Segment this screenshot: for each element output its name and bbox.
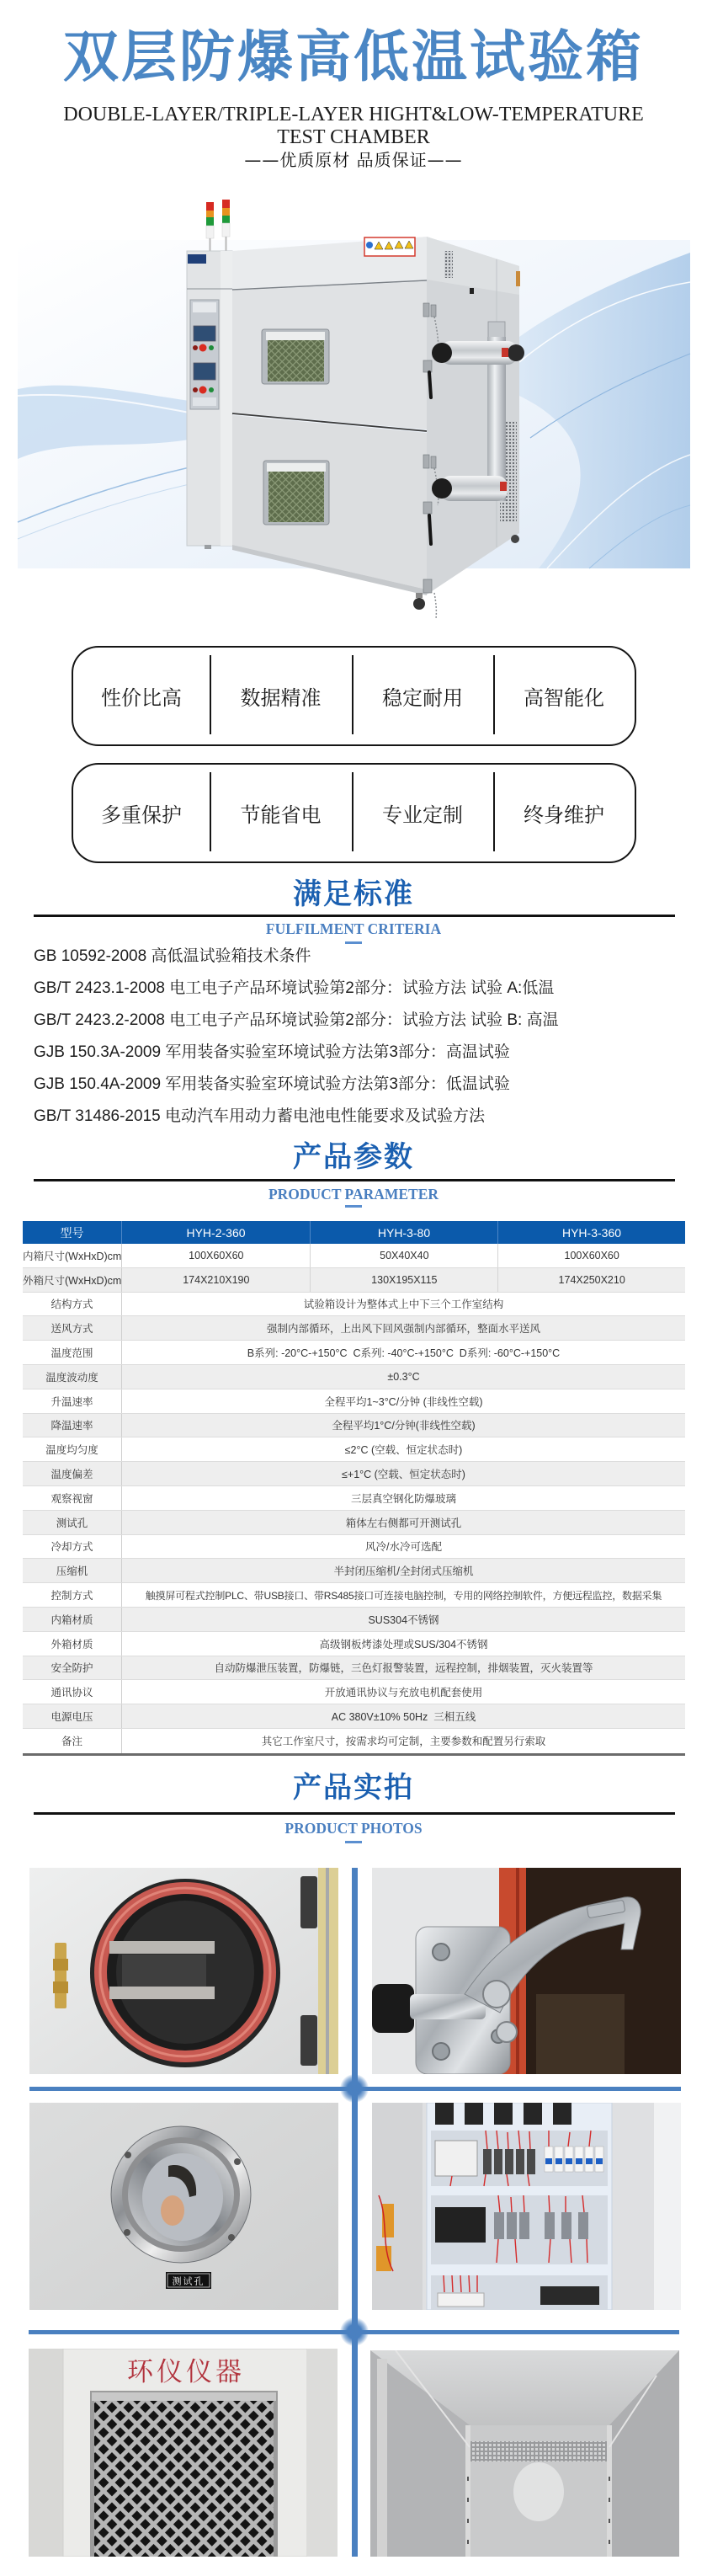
stainless-interior-illustration [370, 2350, 679, 2557]
row-value: 174X210X190 [122, 1268, 311, 1292]
header-hyh-3-80: HYH-3-80 [311, 1221, 498, 1244]
standard-item: GJB 150.4A-2009 军用装备实验室环境试验方法第3部分：低温试验 [34, 1075, 510, 1093]
feature-multi-protection: 多重保护 [101, 803, 182, 827]
row-value: 全程平均1°C/分钟(非线性空载) [332, 1420, 476, 1432]
row-value: 三层真空钢化防爆玻璃 [350, 1492, 456, 1505]
slogan: ——优质原材 品质保证—— [244, 150, 463, 170]
row-value: 强制内部循环，上出风下回风强制内部循环，整面水平送风 [266, 1323, 540, 1336]
test-port-label-plate [166, 2272, 211, 2289]
table-row [23, 1535, 685, 1560]
feature-energy-saving: 节能省电 [210, 765, 352, 861]
door-latch-illustration [372, 1868, 681, 2074]
row-label: 安全防护 [23, 1656, 122, 1680]
row-label: 冷却方式 [23, 1535, 122, 1559]
parameter-table [23, 1221, 685, 1753]
row-value: 100X60X60 [122, 1244, 311, 1267]
row-value: 开放通讯协议与充放电机配套使用 [324, 1687, 483, 1699]
standard-item: GB/T 31486-2015 电动汽车用动力蓄电池电性能要求及试验方法 [34, 1107, 485, 1125]
table-header-row [23, 1221, 685, 1244]
row-label: 温度偏差 [23, 1462, 122, 1485]
standard-item: GB 10592-2008 高低温试验箱技术条件 [34, 947, 311, 965]
photo-test-port [29, 2103, 338, 2310]
feature-accurate-data: 数据精准 [210, 648, 352, 744]
table-row [23, 1729, 685, 1753]
header-hyh-3-360: HYH-3-360 [561, 1225, 622, 1240]
standard-item: GB/T 2423.2-2008 电工电子产品环境试验第2部分：试验方法 试验 B: 高温 [34, 1011, 559, 1029]
table-row [23, 1632, 685, 1656]
row-label: 温度均匀度 [23, 1437, 122, 1461]
feature-intelligent: 高智能化 [493, 648, 635, 744]
photos-divider [34, 1812, 675, 1815]
table-row [23, 1462, 685, 1486]
brand-logo-icon [188, 254, 206, 264]
row-value: 130X195X115 [311, 1268, 498, 1292]
table-row [23, 1511, 685, 1535]
row-label: 温度范围 [23, 1341, 122, 1364]
door-handle-lower [429, 515, 431, 544]
door-brand-text: 环仪仪器 [127, 2357, 245, 2387]
table-bottom-border [23, 1753, 685, 1756]
row-label: 观察视窗 [23, 1486, 122, 1510]
row-label: 控制方式 [23, 1583, 122, 1607]
photo-stainless-interior [370, 2350, 679, 2557]
row-label: 外箱材质 [23, 1632, 122, 1656]
table-row [23, 1704, 685, 1729]
photo-door-latch [372, 1868, 681, 2074]
table-row [23, 1559, 685, 1583]
row-value: 其它工作室尺寸，按需求均可定制，主要参数和配置另行索取 [261, 1736, 546, 1748]
feature-stable-durable: 稳定耐用 [352, 648, 493, 744]
photo-door-window [29, 2349, 338, 2557]
porthole-illustration [29, 1868, 338, 2074]
table-row [23, 1680, 685, 1704]
door-window-illustration [29, 2349, 338, 2557]
row-label: 通讯协议 [23, 1680, 122, 1704]
standards-divider [34, 915, 675, 917]
photos-accent-dash [345, 1841, 362, 1843]
feature-cost-effective: 性价比高 [101, 686, 182, 710]
table-row [23, 1414, 685, 1438]
door-handle-upper [429, 372, 431, 397]
photo-grid-vertical-divider [352, 1868, 358, 2557]
row-label: 外箱尺寸(WxHxD)cm [23, 1268, 122, 1292]
table-row [23, 1341, 685, 1365]
row-value: 高级钢板烤漆处理或SUS/304不锈钢 [319, 1638, 488, 1651]
row-value: 174X250X210 [558, 1273, 625, 1286]
parameters-heading: 产品参数 [293, 1140, 414, 1174]
row-value: 试验箱设计为整体式上中下三个工作室结构 [303, 1299, 504, 1311]
features-box-row-1 [72, 646, 636, 746]
standard-item: GJB 150.3A-2009 军用装备实验室环境试验方法第3部分：高温试验 [34, 1043, 510, 1061]
row-label: 结构方式 [23, 1293, 122, 1316]
row-value: 100X60X60 [564, 1249, 619, 1261]
test-port-illustration [29, 2103, 338, 2310]
row-value: ≤2°C (空载、恒定状态时) [344, 1444, 463, 1457]
english-subtitle-line-2: TEST CHAMBER [277, 126, 430, 148]
electrical-cabinet-illustration [372, 2103, 681, 2310]
table-row [23, 1268, 685, 1293]
hero-product-image [0, 177, 707, 632]
row-label: 内箱尺寸(WxHxD)cm [23, 1244, 122, 1267]
row-value: 全程平均1~3°C/分钟 (非线性空载) [324, 1395, 483, 1408]
parameters-heading-en: PRODUCT PARAMETER [268, 1186, 439, 1203]
table-row [23, 1437, 685, 1462]
row-value: ±0.3°C [387, 1370, 420, 1383]
row-value: 半封闭压缩机/全封闭式压缩机 [333, 1565, 474, 1578]
header-hyh-2-360: HYH-2-360 [122, 1221, 311, 1244]
parameters-divider [34, 1179, 675, 1181]
page-title: 双层防爆高低温试验箱 [63, 24, 644, 89]
standard-item: GB/T 2423.1-2008 电工电子产品环境试验第2部分：试验方法 试验 A:低温 [34, 979, 555, 997]
table-row [23, 1316, 685, 1341]
row-value: AC 380V±10% 50Hz 三相五线 [331, 1711, 476, 1724]
feature-lifetime-maintenance: 终身维护 [493, 765, 635, 861]
divider-glow-icon [340, 2317, 369, 2346]
row-label: 内箱材质 [23, 1608, 122, 1631]
row-label: 电源电压 [23, 1704, 122, 1728]
row-label: 备注 [23, 1729, 122, 1753]
row-value: 自动防爆泄压装置，防爆链，三色灯报警装置，远程控制，排烟装置，灭火装置等 [214, 1662, 593, 1675]
warning-labels-icon [364, 237, 415, 256]
row-value: SUS304不锈钢 [368, 1613, 439, 1626]
row-value: ≤+1°C (空载、恒定状态时) [342, 1469, 465, 1481]
row-label: 压缩机 [23, 1559, 122, 1582]
table-row [23, 1608, 685, 1632]
table-row [23, 1244, 685, 1268]
row-label: 送风方式 [23, 1316, 122, 1340]
row-label: 测试孔 [23, 1511, 122, 1534]
parameters-accent-dash [345, 1205, 362, 1208]
english-subtitle-line-1: DOUBLE-LAYER/TRIPLE-LAYER HIGHT&LOW-TEMPERATURE [63, 104, 644, 125]
table-row [23, 1486, 685, 1511]
test-port-label: 测试孔 [172, 2275, 205, 2287]
row-value: 箱体左右侧都可开测试孔 [345, 1517, 462, 1529]
header-model: 型号 [23, 1221, 122, 1244]
row-value: B系列: -20°C-+150°C C系列: -40°C-+150°C D系列: -60°C-+150°C [247, 1347, 561, 1360]
table-row [23, 1583, 685, 1608]
table-row [23, 1389, 685, 1414]
feature-customization: 专业定制 [352, 765, 493, 861]
photo-porthole [29, 1868, 338, 2074]
row-label: 升温速率 [23, 1389, 122, 1413]
standards-heading-en: FULFILMENT CRITERIA [265, 920, 442, 937]
table-row [23, 1293, 685, 1317]
photos-heading-en: PRODUCT PHOTOS [284, 1820, 423, 1837]
row-label: 温度波动度 [23, 1365, 122, 1389]
divider-glow-icon [340, 2074, 369, 2103]
photos-heading: 产品实拍 [293, 1771, 414, 1805]
row-value: 50X40X40 [311, 1244, 498, 1267]
standards-heading: 满足标准 [293, 877, 414, 911]
features-box-row-2 [72, 763, 636, 863]
table-row [23, 1656, 685, 1681]
row-value: 风冷/水冷可选配 [365, 1541, 442, 1554]
row-label: 降温速率 [23, 1414, 122, 1437]
row-value: 触摸屏可程式控制PLC、带USB接口、带RS485接口可连接电脑控制，专用的网络控制软件，方便远程监控，数据采集 [145, 1589, 662, 1602]
photo-electrical-cabinet [372, 2103, 681, 2310]
table-row [23, 1365, 685, 1389]
